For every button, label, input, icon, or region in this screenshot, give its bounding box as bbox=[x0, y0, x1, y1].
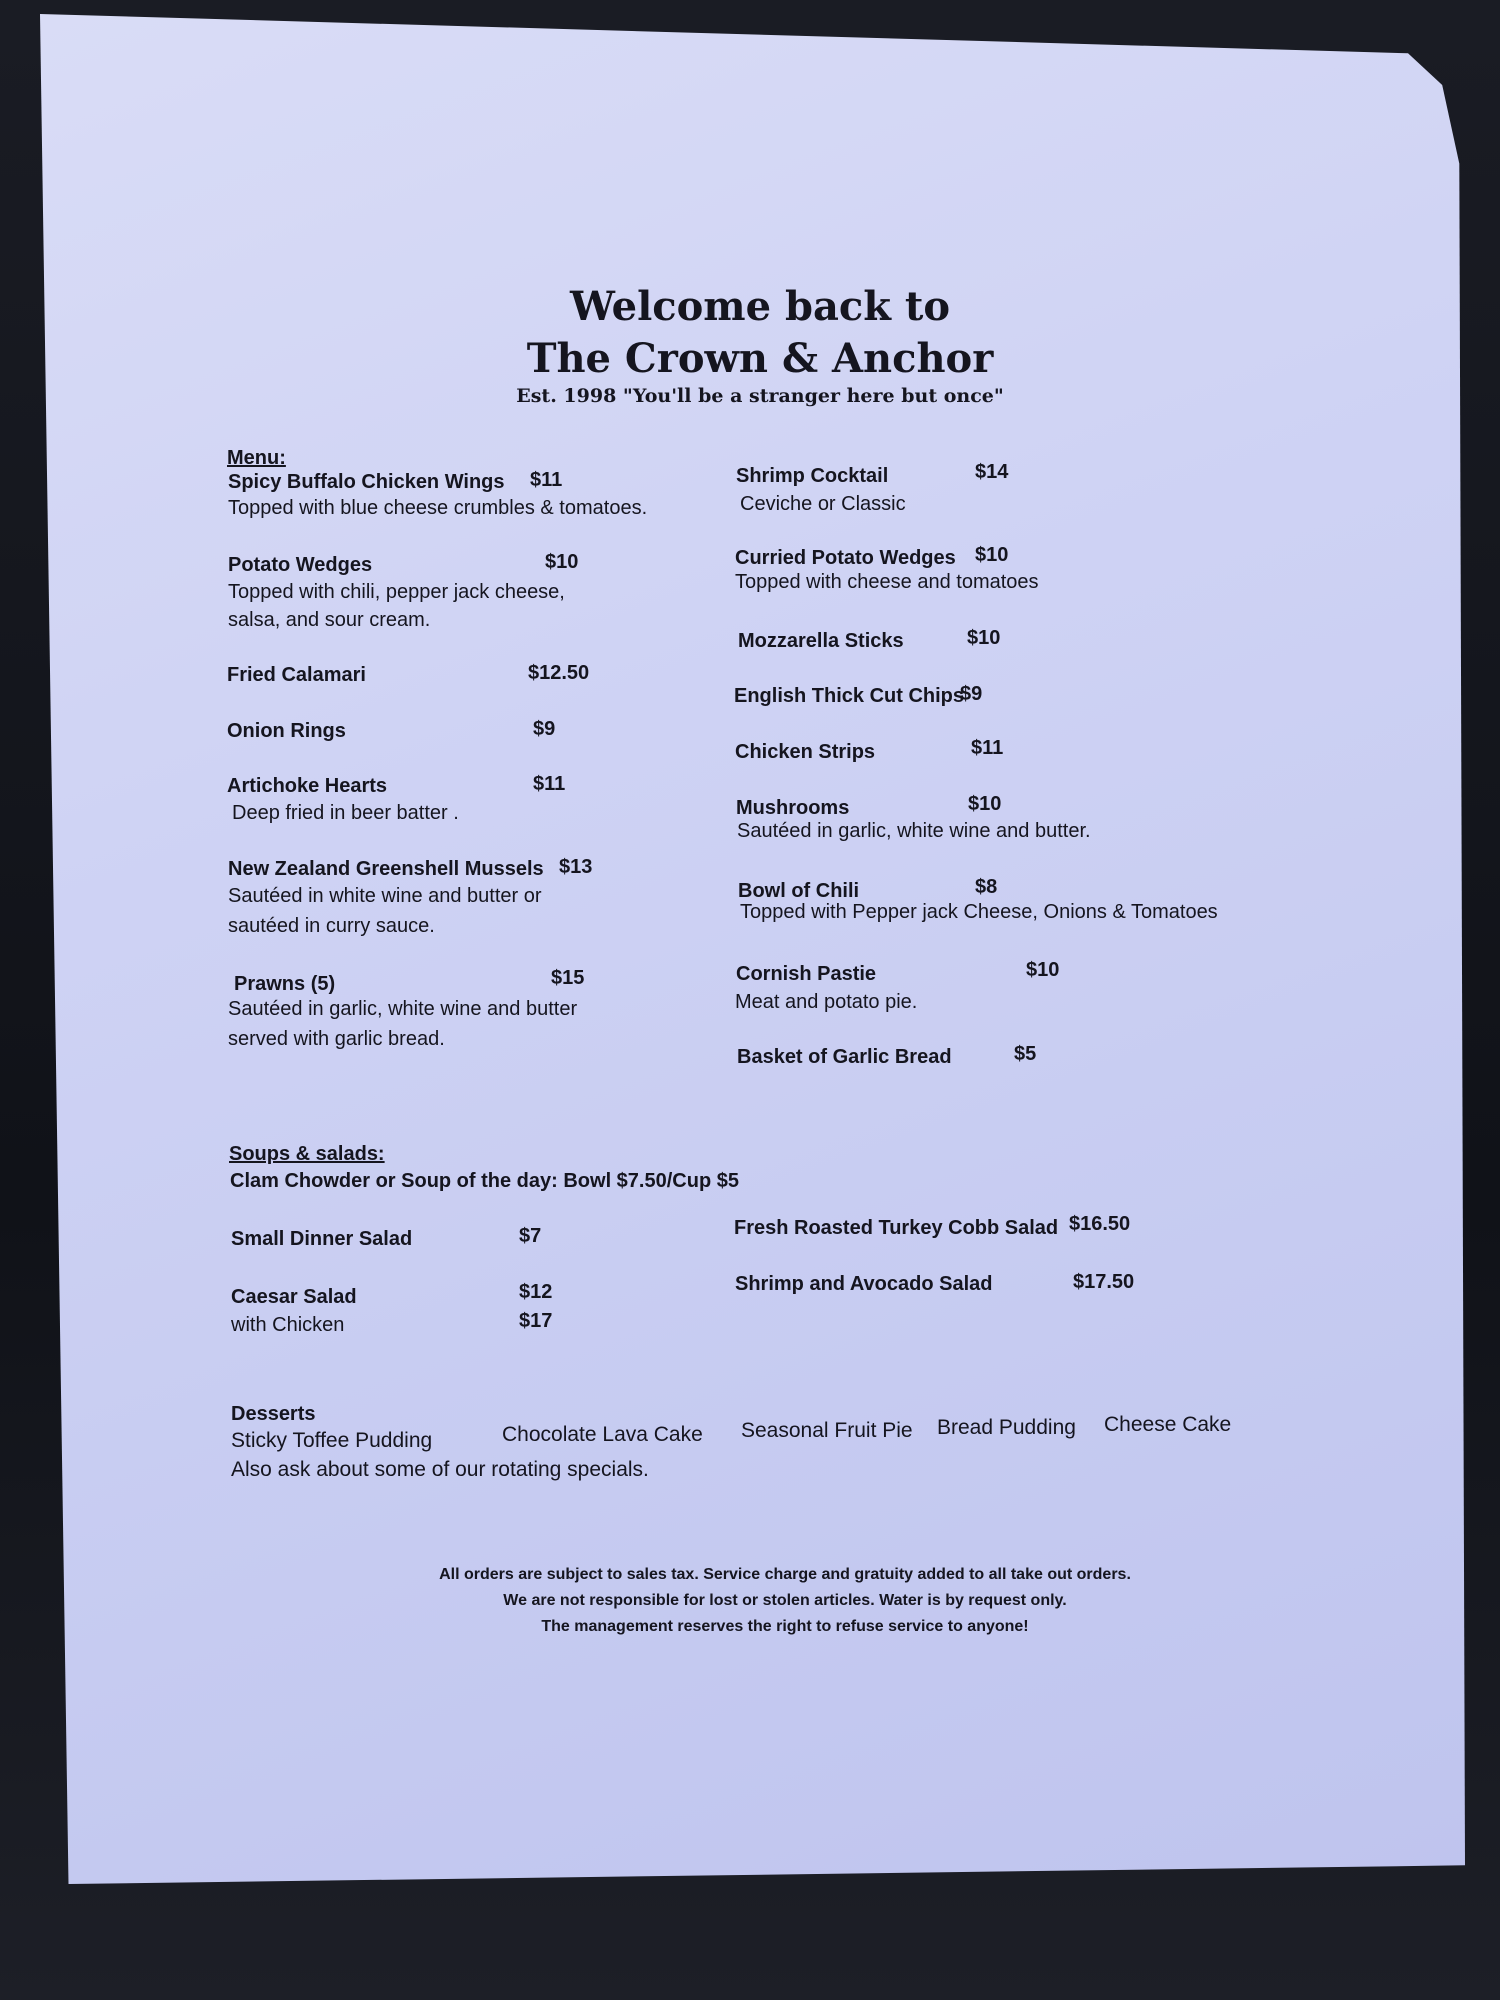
menu-title-line1: Welcome back to bbox=[569, 283, 951, 330]
item-price: $17 bbox=[519, 1310, 553, 1332]
dessert-item: Cheese Cake bbox=[1104, 1413, 1232, 1436]
item-name: Artichoke Hearts bbox=[227, 775, 388, 797]
item-name: Mushrooms bbox=[736, 797, 850, 819]
item-name: Potato Wedges bbox=[228, 554, 373, 576]
item-price: $5 bbox=[1014, 1043, 1037, 1065]
item-description: Topped with cheese and tomatoes bbox=[735, 571, 1039, 593]
item-name: Fresh Roasted Turkey Cobb Salad bbox=[734, 1217, 1059, 1239]
item-price: $15 bbox=[551, 967, 585, 989]
item-name: Cornish Pastie bbox=[736, 963, 877, 985]
item-price: $10 bbox=[975, 544, 1009, 566]
item-price: $10 bbox=[968, 793, 1002, 815]
item-name: Mozzarella Sticks bbox=[738, 630, 904, 652]
item-name: English Thick Cut Chips bbox=[734, 685, 965, 707]
item-description: Sautéed in garlic, white wine and butter bbox=[228, 998, 578, 1020]
item-description: Ceviche or Classic bbox=[740, 493, 906, 515]
item-price: $10 bbox=[545, 551, 579, 573]
item-name: Caesar Salad bbox=[231, 1286, 357, 1308]
item-name: Spicy Buffalo Chicken Wings bbox=[228, 471, 505, 493]
soups-heading: Soups & salads: bbox=[229, 1143, 385, 1165]
item-description: Sautéed in garlic, white wine and butter. bbox=[737, 820, 1091, 842]
item-price: $13 bbox=[559, 856, 593, 878]
menu-tagline: Est. 1998 "You'll be a stranger here but once" bbox=[516, 385, 1004, 407]
specials-note: Also ask about some of our rotating specials. bbox=[231, 1458, 649, 1481]
item-name: Curried Potato Wedges bbox=[735, 547, 956, 569]
item-name: New Zealand Greenshell Mussels bbox=[228, 858, 544, 880]
item-description: Sautéed in white wine and butter or bbox=[228, 885, 542, 907]
item-description: Topped with chili, pepper jack cheese, bbox=[228, 581, 565, 603]
item-name: Basket of Garlic Bread bbox=[737, 1046, 952, 1068]
item-name: Small Dinner Salad bbox=[231, 1228, 413, 1250]
item-price: $12 bbox=[519, 1281, 553, 1303]
item-name: Shrimp Cocktail bbox=[736, 465, 889, 487]
dessert-item: Sticky Toffee Pudding bbox=[231, 1429, 433, 1452]
item-name: Fried Calamari bbox=[227, 664, 366, 686]
item-description: Meat and potato pie. bbox=[735, 991, 918, 1013]
item-price: $9 bbox=[533, 718, 556, 740]
item-price: $7 bbox=[519, 1225, 542, 1247]
desserts-heading: Desserts bbox=[231, 1403, 316, 1425]
item-name: Bowl of Chili bbox=[738, 880, 860, 902]
item-name: Shrimp and Avocado Salad bbox=[735, 1273, 993, 1295]
dessert-item: Chocolate Lava Cake bbox=[502, 1423, 703, 1446]
item-price: $8 bbox=[975, 876, 998, 898]
item-description: served with garlic bread. bbox=[228, 1028, 445, 1050]
dessert-item: Bread Pudding bbox=[937, 1416, 1076, 1439]
item-name: Prawns (5) bbox=[234, 973, 336, 995]
item-price: $10 bbox=[967, 627, 1001, 649]
item-price: $12.50 bbox=[528, 662, 590, 684]
item-description: salsa, and sour cream. bbox=[228, 609, 431, 631]
item-name: Chicken Strips bbox=[735, 741, 876, 763]
item-price: $17.50 bbox=[1073, 1271, 1135, 1293]
footer-line: All orders are subject to sales tax. Service charge and gratuity added to all take out orders. bbox=[439, 1566, 1131, 1583]
item-description: Deep fried in beer batter . bbox=[232, 802, 459, 824]
item-description: with Chicken bbox=[231, 1314, 345, 1336]
menu-heading: Menu: bbox=[227, 447, 286, 469]
item-description: sautéed in curry sauce. bbox=[228, 915, 435, 937]
item-price: $9 bbox=[960, 683, 983, 705]
item-price: $16.50 bbox=[1069, 1213, 1131, 1235]
item-description: Topped with blue cheese crumbles & tomatoes. bbox=[228, 497, 648, 519]
item-price: $10 bbox=[1026, 959, 1060, 981]
item-price: $11 bbox=[971, 737, 1004, 759]
item-price: $11 bbox=[533, 773, 566, 795]
dessert-item: Seasonal Fruit Pie bbox=[741, 1419, 913, 1442]
footer-line: We are not responsible for lost or stolen articles. Water is by request only. bbox=[503, 1592, 1067, 1609]
item-name: Onion Rings bbox=[227, 720, 346, 742]
footer-line: The management reserves the right to refuse service to anyone! bbox=[541, 1618, 1029, 1635]
item-price: $14 bbox=[975, 461, 1009, 483]
item-price: $11 bbox=[530, 469, 563, 491]
menu-title-line2: The Crown & Anchor bbox=[526, 335, 994, 382]
item-description: Topped with Pepper jack Cheese, Onions & Tomatoes bbox=[740, 901, 1218, 923]
chowder-line: Clam Chowder or Soup of the day: Bowl $7.50/Cup $5 bbox=[230, 1170, 739, 1192]
